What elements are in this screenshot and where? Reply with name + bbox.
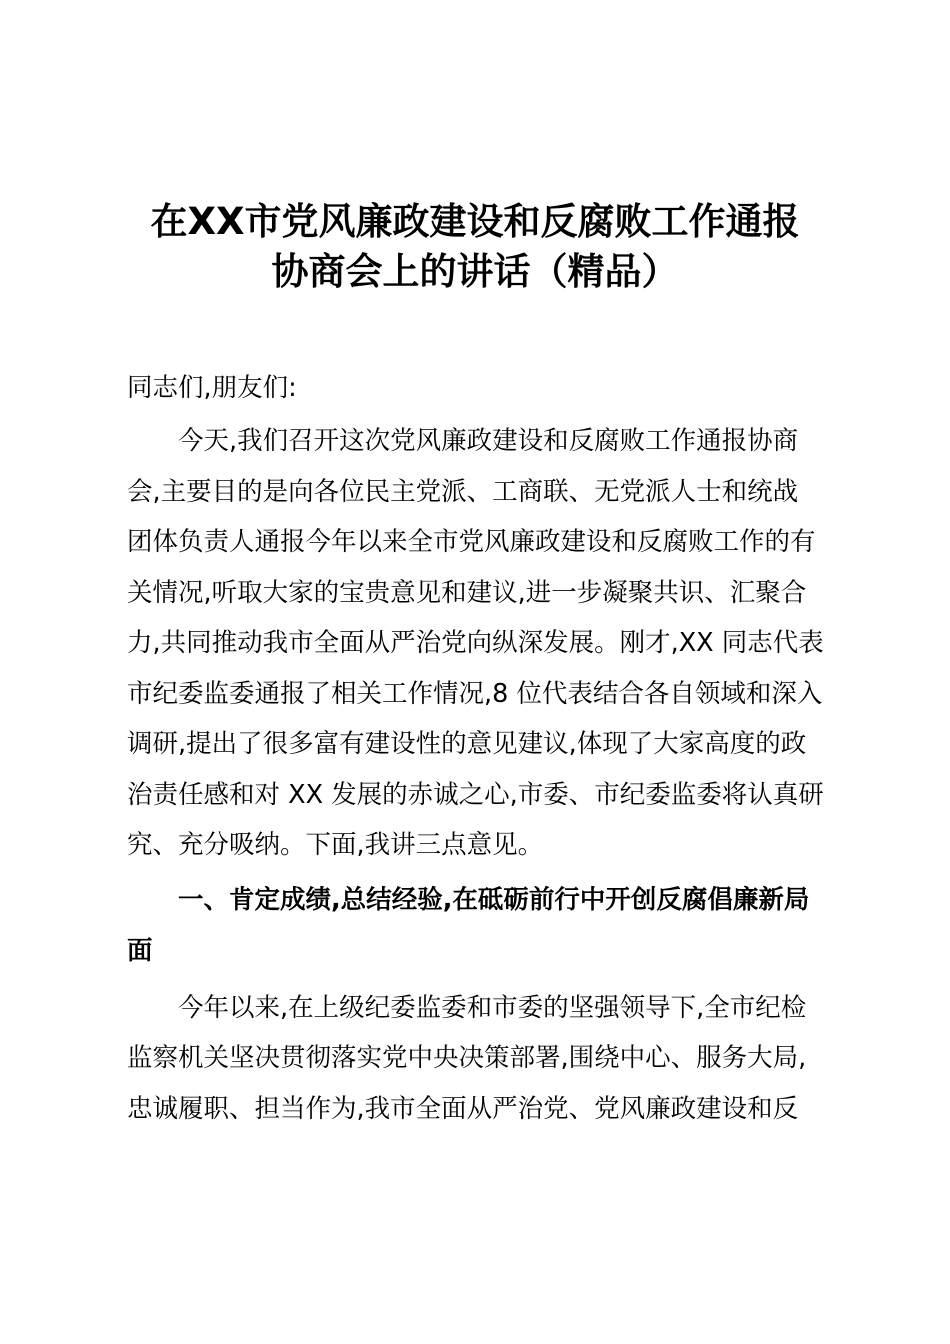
section-heading-line: 面 xyxy=(127,936,153,966)
document-title-line-1: 在XX市党风廉政建设和反腐败工作通报 xyxy=(150,200,800,243)
paragraph-line: 今年以来,在上级纪委监委和市委的坚强领导下,全市纪检 xyxy=(178,993,807,1023)
paragraph-line: 关情况,听取大家的宝贵意见和建议,进一步凝聚共识、汇聚合 xyxy=(127,578,807,608)
paragraph-line: 调研,提出了很多富有建设性的意见建议,体现了大家高度的政 xyxy=(127,729,807,759)
paragraph-line: 团体负责人通报今年以来全市党风廉政建设和反腐败工作的有 xyxy=(127,527,816,557)
paragraph-line: 市纪委监委通报了相关工作情况,8 位代表结合各自领域和深入 xyxy=(127,679,823,709)
paragraph-line: 究、充分吸纳。下面,我讲三点意见。 xyxy=(127,830,544,860)
paragraph-line: 会,主要目的是向各位民主党派、工商联、无党派人士和统战 xyxy=(127,477,799,507)
paragraph-line: 力,共同推动我市全面从严治党向纵深发展。刚才,XX 同志代表 xyxy=(127,628,824,658)
paragraph-line: 治责任感和对 XX 发展的赤诚之心,市委、市纪委监委将认真研 xyxy=(127,780,824,810)
greeting: 同志们,朋友们: xyxy=(127,373,297,403)
document-title-line-2: 协商会上的讲话（精品） xyxy=(271,250,679,293)
paragraph-line: 忠诚履职、担当作为,我市全面从严治党、党风廉政建设和反 xyxy=(127,1094,799,1124)
paragraph-line: 今天,我们召开这次党风廉政建设和反腐败工作通报协商 xyxy=(178,426,799,456)
section-heading-line: 一、肯定成绩,总结经验,在砥砺前行中开创反腐倡廉新局 xyxy=(178,885,810,915)
paragraph-line: 监察机关坚决贯彻落实党中央决策部署,围绕中心、服务大局, xyxy=(127,1043,807,1073)
